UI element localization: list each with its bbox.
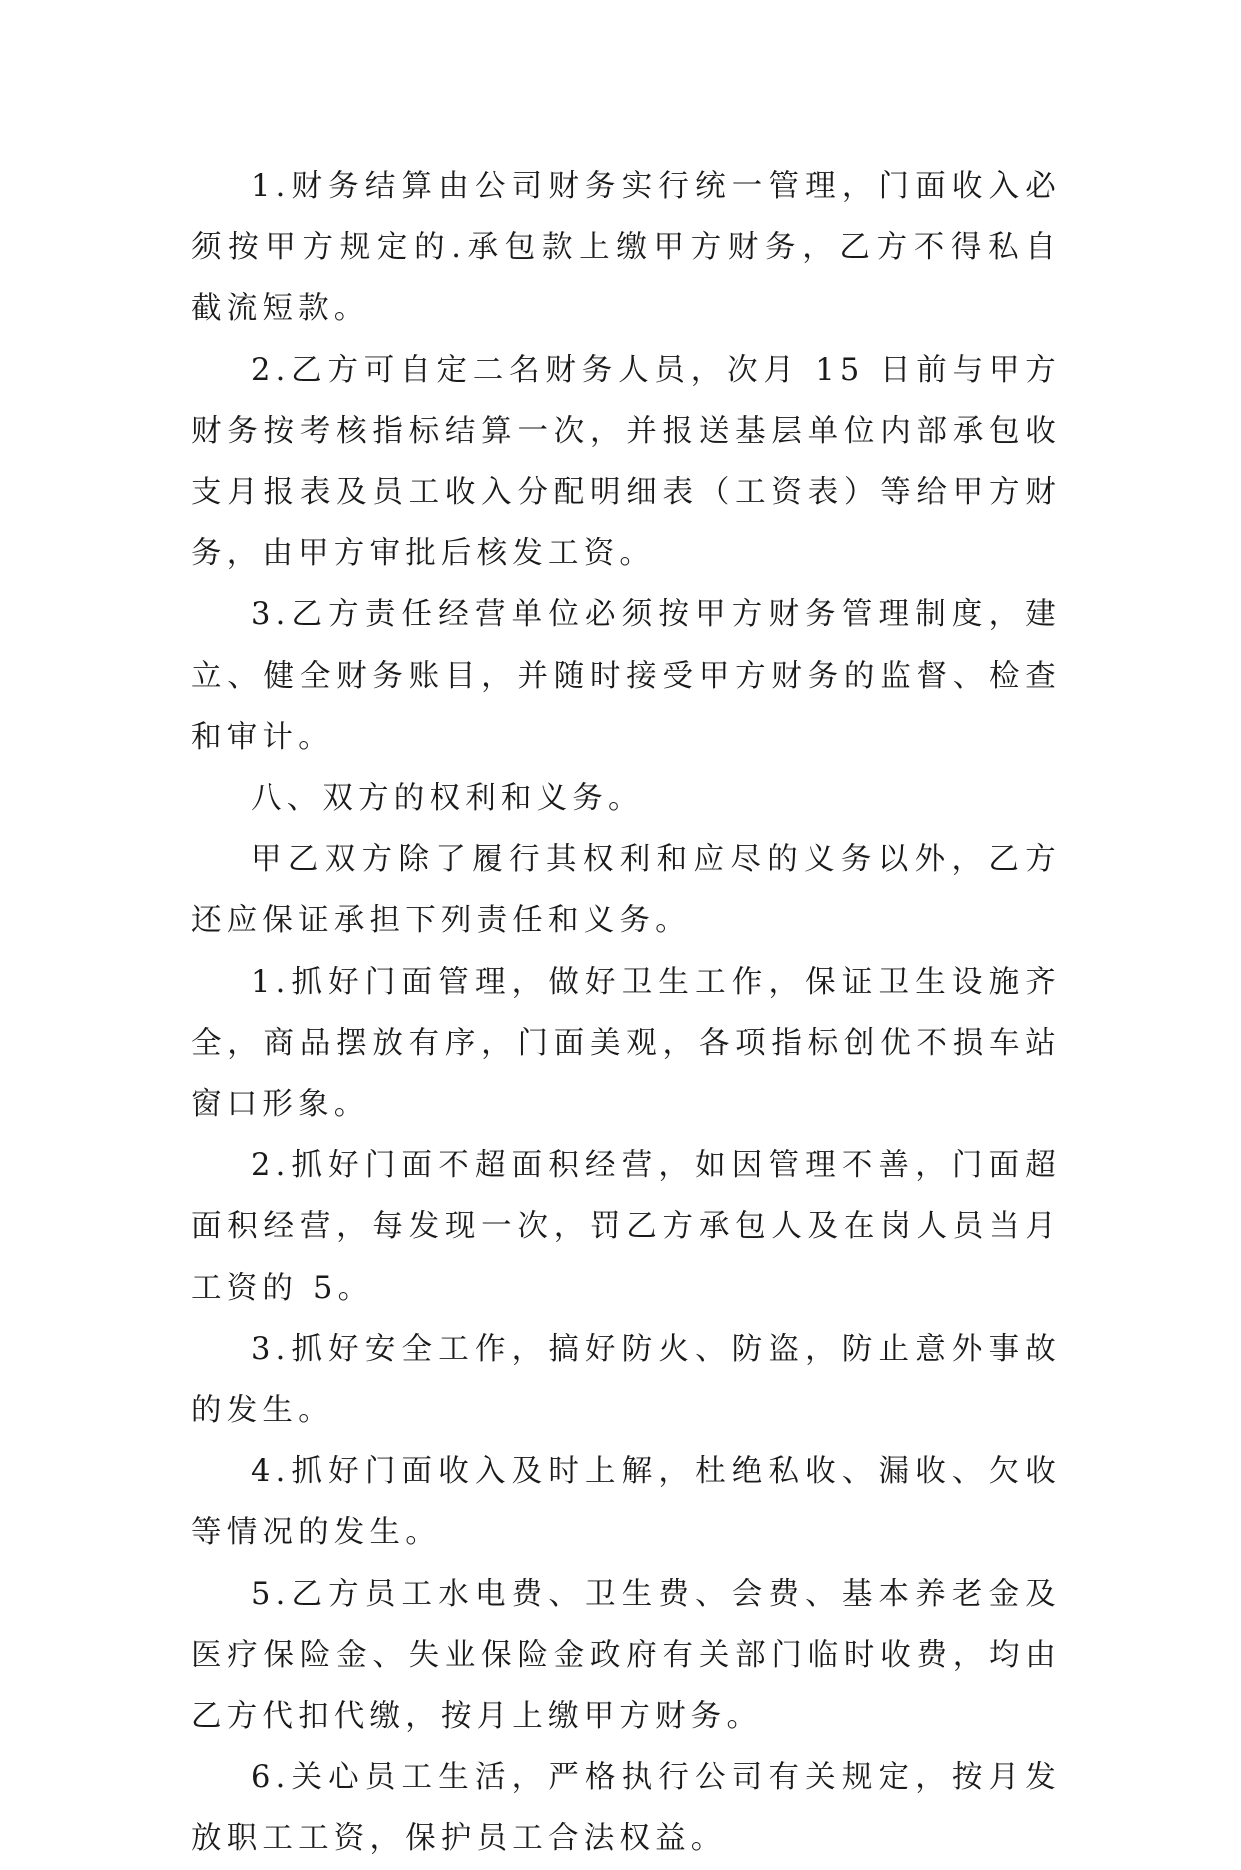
paragraph-finance-staff: 2.乙方可自定二名财务人员，次月 15 日前与甲方财务按考核指标结算一次，并报送基层单位内部承包收支月报表及员工收入分配明细表（工资表）等给甲方财务，由甲方审批后核发工资。 — [191, 352, 1061, 572]
paragraph-fees-withholding: 5.乙方员工水电费、卫生费、会费、基本养老金及医疗保险金、失业保险金政府有关部门临时收费，均由乙方代扣代缴，按月上缴甲方财务。 — [191, 1576, 1061, 1735]
paragraph-employee-welfare: 6.关心员工生活，严格执行公司有关规定，按月发放职工工资，保护员工合法权益。 — [191, 1760, 1061, 1857]
document-body — [191, 156, 1061, 1870]
paragraph-finance-settlement: 1.财务结算由公司财务实行统一管理，门面收入必须按甲方规定的.承包款上缴甲方财务，乙方不得私自截流短款。 — [191, 169, 1061, 327]
paragraph-area-limit: 2.抓好门面不超面积经营，如因管理不善，门面超面积经营，每发现一次，罚乙方承包人及在岗人员当月工资的 5。 — [191, 1148, 1061, 1306]
section-heading-rights-obligations: 八、双方的权利和义务。 — [251, 781, 644, 817]
paragraph-rights-intro: 甲乙双方除了履行其权利和应尽的义务以外，乙方还应保证承担下列责任和义务。 — [191, 842, 1061, 939]
paragraph-storefront-management: 1.抓好门面管理，做好卫生工作，保证卫生设施齐全，商品摆放有序，门面美观，各项指标创优不损车站窗口形象。 — [191, 964, 1061, 1123]
paragraph-finance-accounts: 3.乙方责任经营单位必须按甲方财务管理制度，建立、健全财务账目，并随时接受甲方财务的监督、检查和审计。 — [191, 597, 1061, 755]
paragraph-safety: 3.抓好安全工作，搞好防火、防盗，防止意外事故的发生。 — [191, 1331, 1061, 1429]
paragraph-income-remittance: 4.抓好门面收入及时上解，杜绝私收、漏收、欠收等情况的发生。 — [191, 1454, 1061, 1551]
